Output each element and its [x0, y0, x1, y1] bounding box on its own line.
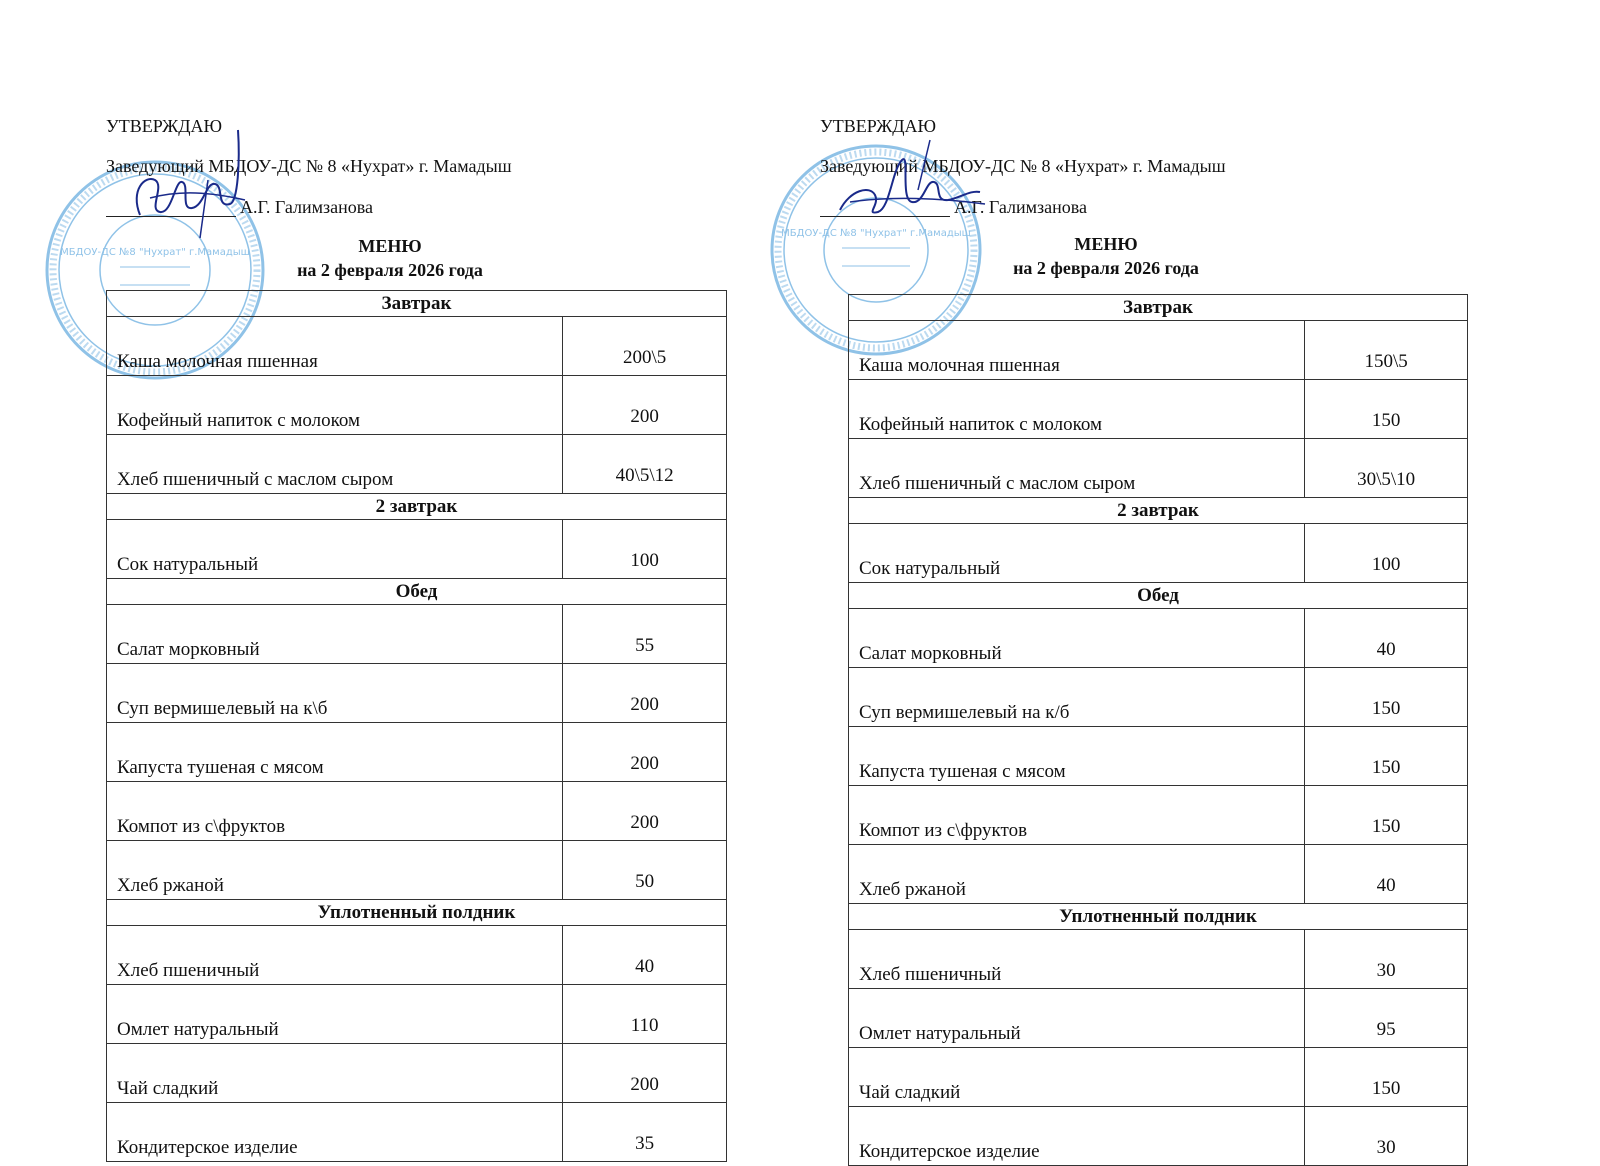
section-title: Уплотненный полдник	[849, 904, 1468, 930]
signature-underline	[820, 198, 950, 217]
portion-size: 200	[563, 376, 727, 435]
table-row	[849, 845, 1468, 904]
dish-name: Хлеб ржаной	[849, 845, 1305, 904]
dish-name: Омлет натуральный	[107, 985, 563, 1044]
portion-size: 40\5\12	[563, 435, 727, 494]
portion-size: 40	[1305, 845, 1468, 904]
dish-name: Чай сладкий	[849, 1048, 1305, 1107]
portion-size: 100	[563, 520, 727, 579]
approval-position: Заведующий МБДОУ-ДС № 8 «Нухрат» г. Мамадыш	[106, 156, 512, 176]
portion-size: 30	[1305, 1107, 1468, 1166]
menu-table-body	[107, 291, 727, 1162]
dish-name: Салат морковный	[107, 605, 563, 664]
menu-title: МЕНЮ	[358, 236, 422, 256]
section-title: Завтрак	[107, 291, 727, 317]
dish-name: Хлеб пшеничный с маслом сыром	[849, 439, 1305, 498]
menu-heading	[240, 234, 540, 282]
approval-position: Заведующий МБДОУ-ДС № 8 «Нухрат» г. Мамадыш	[820, 156, 1226, 176]
section-row	[107, 291, 727, 317]
table-row	[107, 435, 727, 494]
table-row	[107, 723, 727, 782]
table-row	[107, 376, 727, 435]
table-row	[849, 668, 1468, 727]
portion-size: 150	[1305, 380, 1468, 439]
table-row	[849, 380, 1468, 439]
table-row	[849, 439, 1468, 498]
dish-name: Капуста тушеная с мясом	[107, 723, 563, 782]
section-row	[849, 295, 1468, 321]
dish-name: Компот из с\фруктов	[849, 786, 1305, 845]
dish-name: Суп вермишелевый на к/б	[849, 668, 1305, 727]
table-row	[107, 1044, 727, 1103]
dish-name: Хлеб пшеничный	[107, 926, 563, 985]
dish-name: Омлет натуральный	[849, 989, 1305, 1048]
menu-table	[848, 294, 1468, 1166]
menu-title: МЕНЮ	[1074, 234, 1138, 254]
dish-name: Каша молочная пшенная	[849, 321, 1305, 380]
portion-size: 40	[1305, 609, 1468, 668]
dish-name: Суп вермишелевый на к\б	[107, 664, 563, 723]
dish-name: Кондитерское изделие	[849, 1107, 1305, 1166]
dish-name: Чай сладкий	[107, 1044, 563, 1103]
portion-size: 35	[563, 1103, 727, 1162]
portion-size: 40	[563, 926, 727, 985]
section-title: 2 завтрак	[107, 494, 727, 520]
section-row	[107, 494, 727, 520]
dish-name: Кофейный напиток с молоком	[849, 380, 1305, 439]
table-row	[107, 841, 727, 900]
section-row	[107, 579, 727, 605]
portion-size: 30	[1305, 930, 1468, 989]
dish-name: Салат морковный	[849, 609, 1305, 668]
portion-size: 50	[563, 841, 727, 900]
table-row	[849, 786, 1468, 845]
portion-size: 110	[563, 985, 727, 1044]
table-row	[107, 985, 727, 1044]
table-row	[849, 1048, 1468, 1107]
dish-name: Каша молочная пшенная	[107, 317, 563, 376]
dish-name: Хлеб пшеничный	[849, 930, 1305, 989]
menu-date: на 2 февраля 2026 года	[297, 260, 483, 280]
dish-name: Капуста тушеная с мясом	[849, 727, 1305, 786]
section-title: Обед	[849, 583, 1468, 609]
table-row	[849, 321, 1468, 380]
table-row	[107, 664, 727, 723]
dish-name: Кондитерское изделие	[107, 1103, 563, 1162]
table-row	[849, 524, 1468, 583]
dish-name: Хлеб ржаной	[107, 841, 563, 900]
approval-title: УТВЕРЖДАЮ	[106, 116, 223, 136]
section-row	[849, 904, 1468, 930]
menu-table	[106, 290, 727, 1162]
portion-size: 200	[563, 664, 727, 723]
portion-size: 150	[1305, 786, 1468, 845]
section-title: Завтрак	[849, 295, 1468, 321]
portion-size: 200	[563, 1044, 727, 1103]
table-row	[107, 782, 727, 841]
section-row	[107, 900, 727, 926]
portion-size: 30\5\10	[1305, 439, 1468, 498]
table-row	[107, 317, 727, 376]
dish-name: Компот из с\фруктов	[107, 782, 563, 841]
table-row	[107, 520, 727, 579]
portion-size: 150	[1305, 727, 1468, 786]
portion-size: 150	[1305, 1048, 1468, 1107]
menu-heading	[956, 232, 1256, 280]
portion-size: 95	[1305, 989, 1468, 1048]
stamp-text: МБДОУ-ДС №8 "Нухрат" г.Мамадыш	[60, 247, 250, 258]
portion-size: 200\5	[563, 317, 727, 376]
section-title: 2 завтрак	[849, 498, 1468, 524]
section-row	[849, 583, 1468, 609]
portion-size: 100	[1305, 524, 1468, 583]
stamp-text: МБДОУ-ДС №8 "Нухрат" г.Мамадыш	[781, 228, 971, 239]
table-row	[849, 609, 1468, 668]
section-title: Уплотненный полдник	[107, 900, 727, 926]
portion-size: 55	[563, 605, 727, 664]
portion-size: 200	[563, 782, 727, 841]
dish-name: Хлеб пшеничный с маслом сыром	[107, 435, 563, 494]
dish-name: Сок натуральный	[849, 524, 1305, 583]
dish-name: Кофейный напиток с молоком	[107, 376, 563, 435]
approval-signature-line	[820, 197, 1087, 217]
table-row	[107, 605, 727, 664]
approval-name: А.Г. Галимзанова	[240, 197, 373, 217]
portion-size: 200	[563, 723, 727, 782]
menu-table-body	[849, 295, 1468, 1166]
section-title: Обед	[107, 579, 727, 605]
table-row	[107, 926, 727, 985]
approval-title: УТВЕРЖДАЮ	[820, 116, 937, 136]
table-row	[849, 1107, 1468, 1166]
approval-name: А.Г. Галимзанова	[954, 197, 1087, 217]
dish-name: Сок натуральный	[107, 520, 563, 579]
signature-underline	[106, 198, 236, 217]
section-row	[849, 498, 1468, 524]
menu-date: на 2 февраля 2026 года	[1013, 258, 1199, 278]
table-row	[849, 727, 1468, 786]
portion-size: 150\5	[1305, 321, 1468, 380]
approval-signature-line	[106, 197, 373, 217]
table-row	[849, 989, 1468, 1048]
table-row	[107, 1103, 727, 1162]
table-row	[849, 930, 1468, 989]
portion-size: 150	[1305, 668, 1468, 727]
